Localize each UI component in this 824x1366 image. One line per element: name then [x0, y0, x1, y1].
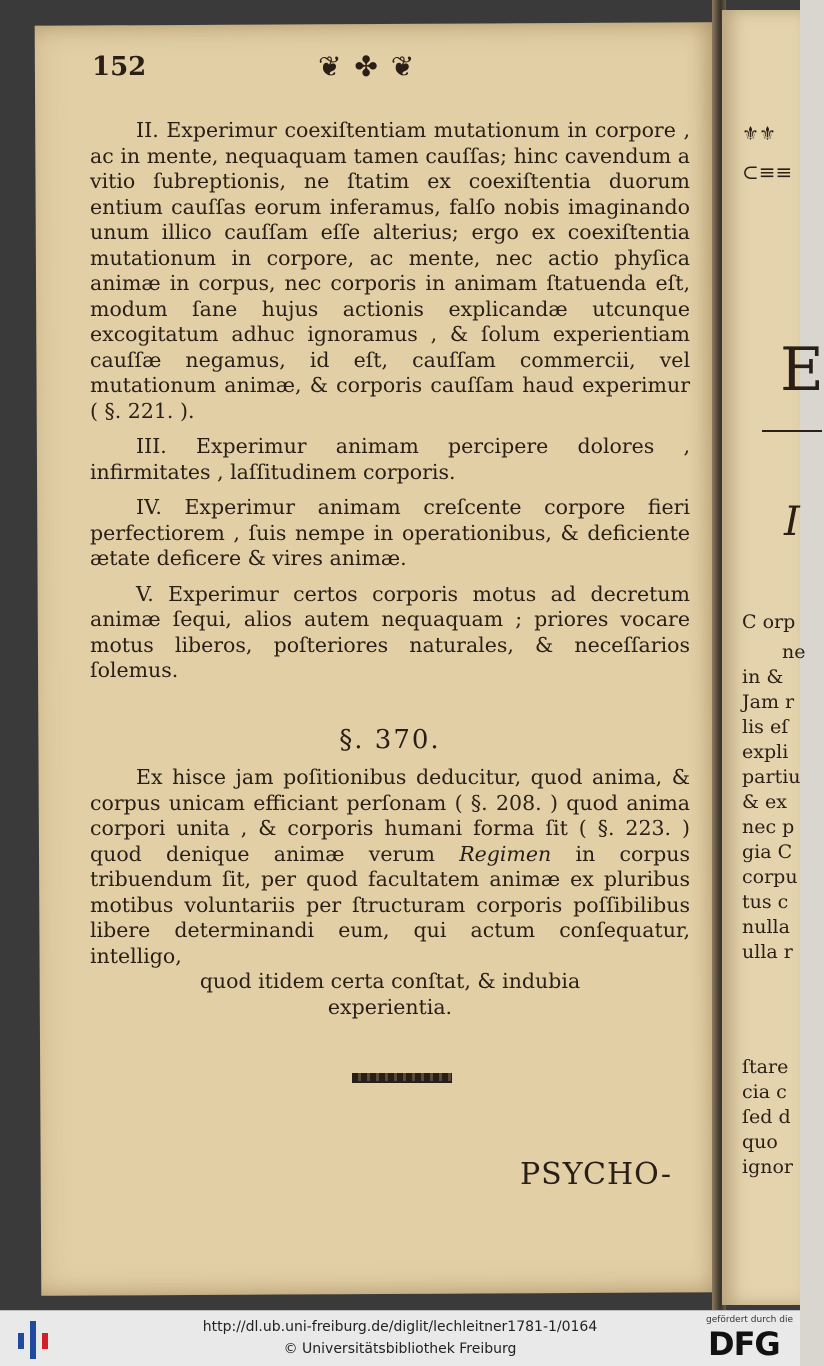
paragraph-v: V. Experimur certos corporis motus ad decretum animæ ſequi, alios autem nequaquam ; priores vocare motus liberos, poſteriores naturales, & neceſſarios ſolemus.	[90, 581, 690, 682]
page-number: 152	[92, 52, 147, 82]
header-ornament: ❦ ✤ ❦	[318, 50, 417, 83]
facing-line: ne	[782, 641, 806, 663]
facing-line: Jam r	[742, 691, 795, 713]
facing-line: corpu	[742, 866, 798, 888]
facing-line: ſtare	[742, 1056, 789, 1078]
facing-line: tus c	[742, 891, 789, 913]
book-page-right	[722, 10, 824, 1305]
facing-line: ignor	[742, 1156, 793, 1178]
section-end-line-1: quod itidem certa conſtat, & indubia	[199, 969, 581, 993]
paragraph-ii: II. Experimur coexiſtentiam mutationum in corpore , ac in mente, nequaquam tamen cauſſas; hinc cavendum a vitio ſubreptionis, ne ſtatim ex coexiſtentia duorum entium cauſſas eorum inferamus, falſo nobis imaginando unum illico cauſſam eſſe alterius; ergo ex coexiſtentia mutationum in corpore, ac mente, nec actio phyſica animæ in corpus, nec corporis in animam ſtatuenda eſt, modum ſane hujus actionis explicandæ utcunque excogitatum adhuc ignoramus , & ſolum experientiam cauſſæ negamus, id eſt, cauſſam commercii, vel mutationum animæ, & corporis cauſſam haud experimur ( §. 221. ).	[90, 118, 690, 423]
paragraph-iv: IV. Experimur animam creſcente corpore fieri perfectiorem , ſuis nempe in operationibus, & deficiente ætate deficere & vires animæ.	[90, 495, 690, 570]
facing-line: partiu	[742, 766, 801, 788]
section-title: §. 370.	[339, 725, 441, 755]
dfg-caption: gefördert durch die	[706, 1315, 793, 1325]
section-body	[90, 765, 690, 1020]
facing-line: nec p	[742, 816, 795, 838]
footer-url[interactable]: http://dl.ub.uni-freiburg.de/diglit/lechleitner1781-1/0164	[202, 1319, 598, 1335]
section-paragraph	[90, 765, 690, 969]
dfg-logo[interactable]: DFG	[708, 1325, 780, 1363]
facing-line: expli	[742, 741, 789, 763]
facing-line: & ex	[742, 791, 787, 813]
viewer-footer	[0, 1310, 800, 1366]
facing-line: ulla r	[742, 941, 793, 963]
facing-line: nulla	[742, 916, 790, 938]
facing-line: C orp	[742, 611, 796, 633]
footer-copyright: © Universitätsbibliothek Freiburg	[283, 1341, 517, 1357]
paragraph-iii: III. Experimur animam percipere dolores , infirmitates , laſſitudinem corporis.	[90, 434, 690, 484]
facing-line: gia C	[742, 841, 793, 863]
section-end-line-2: experientia.	[327, 994, 453, 1019]
facing-line: ſed d	[742, 1106, 791, 1128]
facing-heading-i: I	[784, 499, 800, 545]
section-text-before: Ex hisce jam poſitionibus deducitur, quod anima, & corpus unicam efficiant perſonam ( §. 208. ) quod anima corpori unita , & corporis humani forma ſit ( §. 223. ) quod denique animæ verum	[90, 765, 690, 866]
paragraphs	[90, 118, 690, 694]
section-italic-word: Regimen	[459, 841, 552, 866]
facing-line: in &	[742, 666, 784, 688]
facing-ornament: ⚜⚜	[742, 123, 777, 145]
section-text-after: in corpus tribuendum ſit, per quod facultatem animæ ex pluribus motibus voluntariis per ſtructuram corporis poſſibilibus libere determinandi eum, qui actum conſequatur, intelligo,	[90, 841, 690, 968]
facing-heading-e: E	[780, 335, 824, 405]
facing-line: cia c	[742, 1081, 787, 1103]
facing-rule	[762, 430, 822, 432]
facing-ornament-rule: ⊂≡≡	[742, 160, 793, 184]
ornamental-divider	[352, 1073, 452, 1083]
facing-line: quo	[742, 1131, 778, 1153]
facing-line: lis eſ	[742, 716, 789, 738]
catchword: PSYCHO-	[520, 1157, 672, 1192]
